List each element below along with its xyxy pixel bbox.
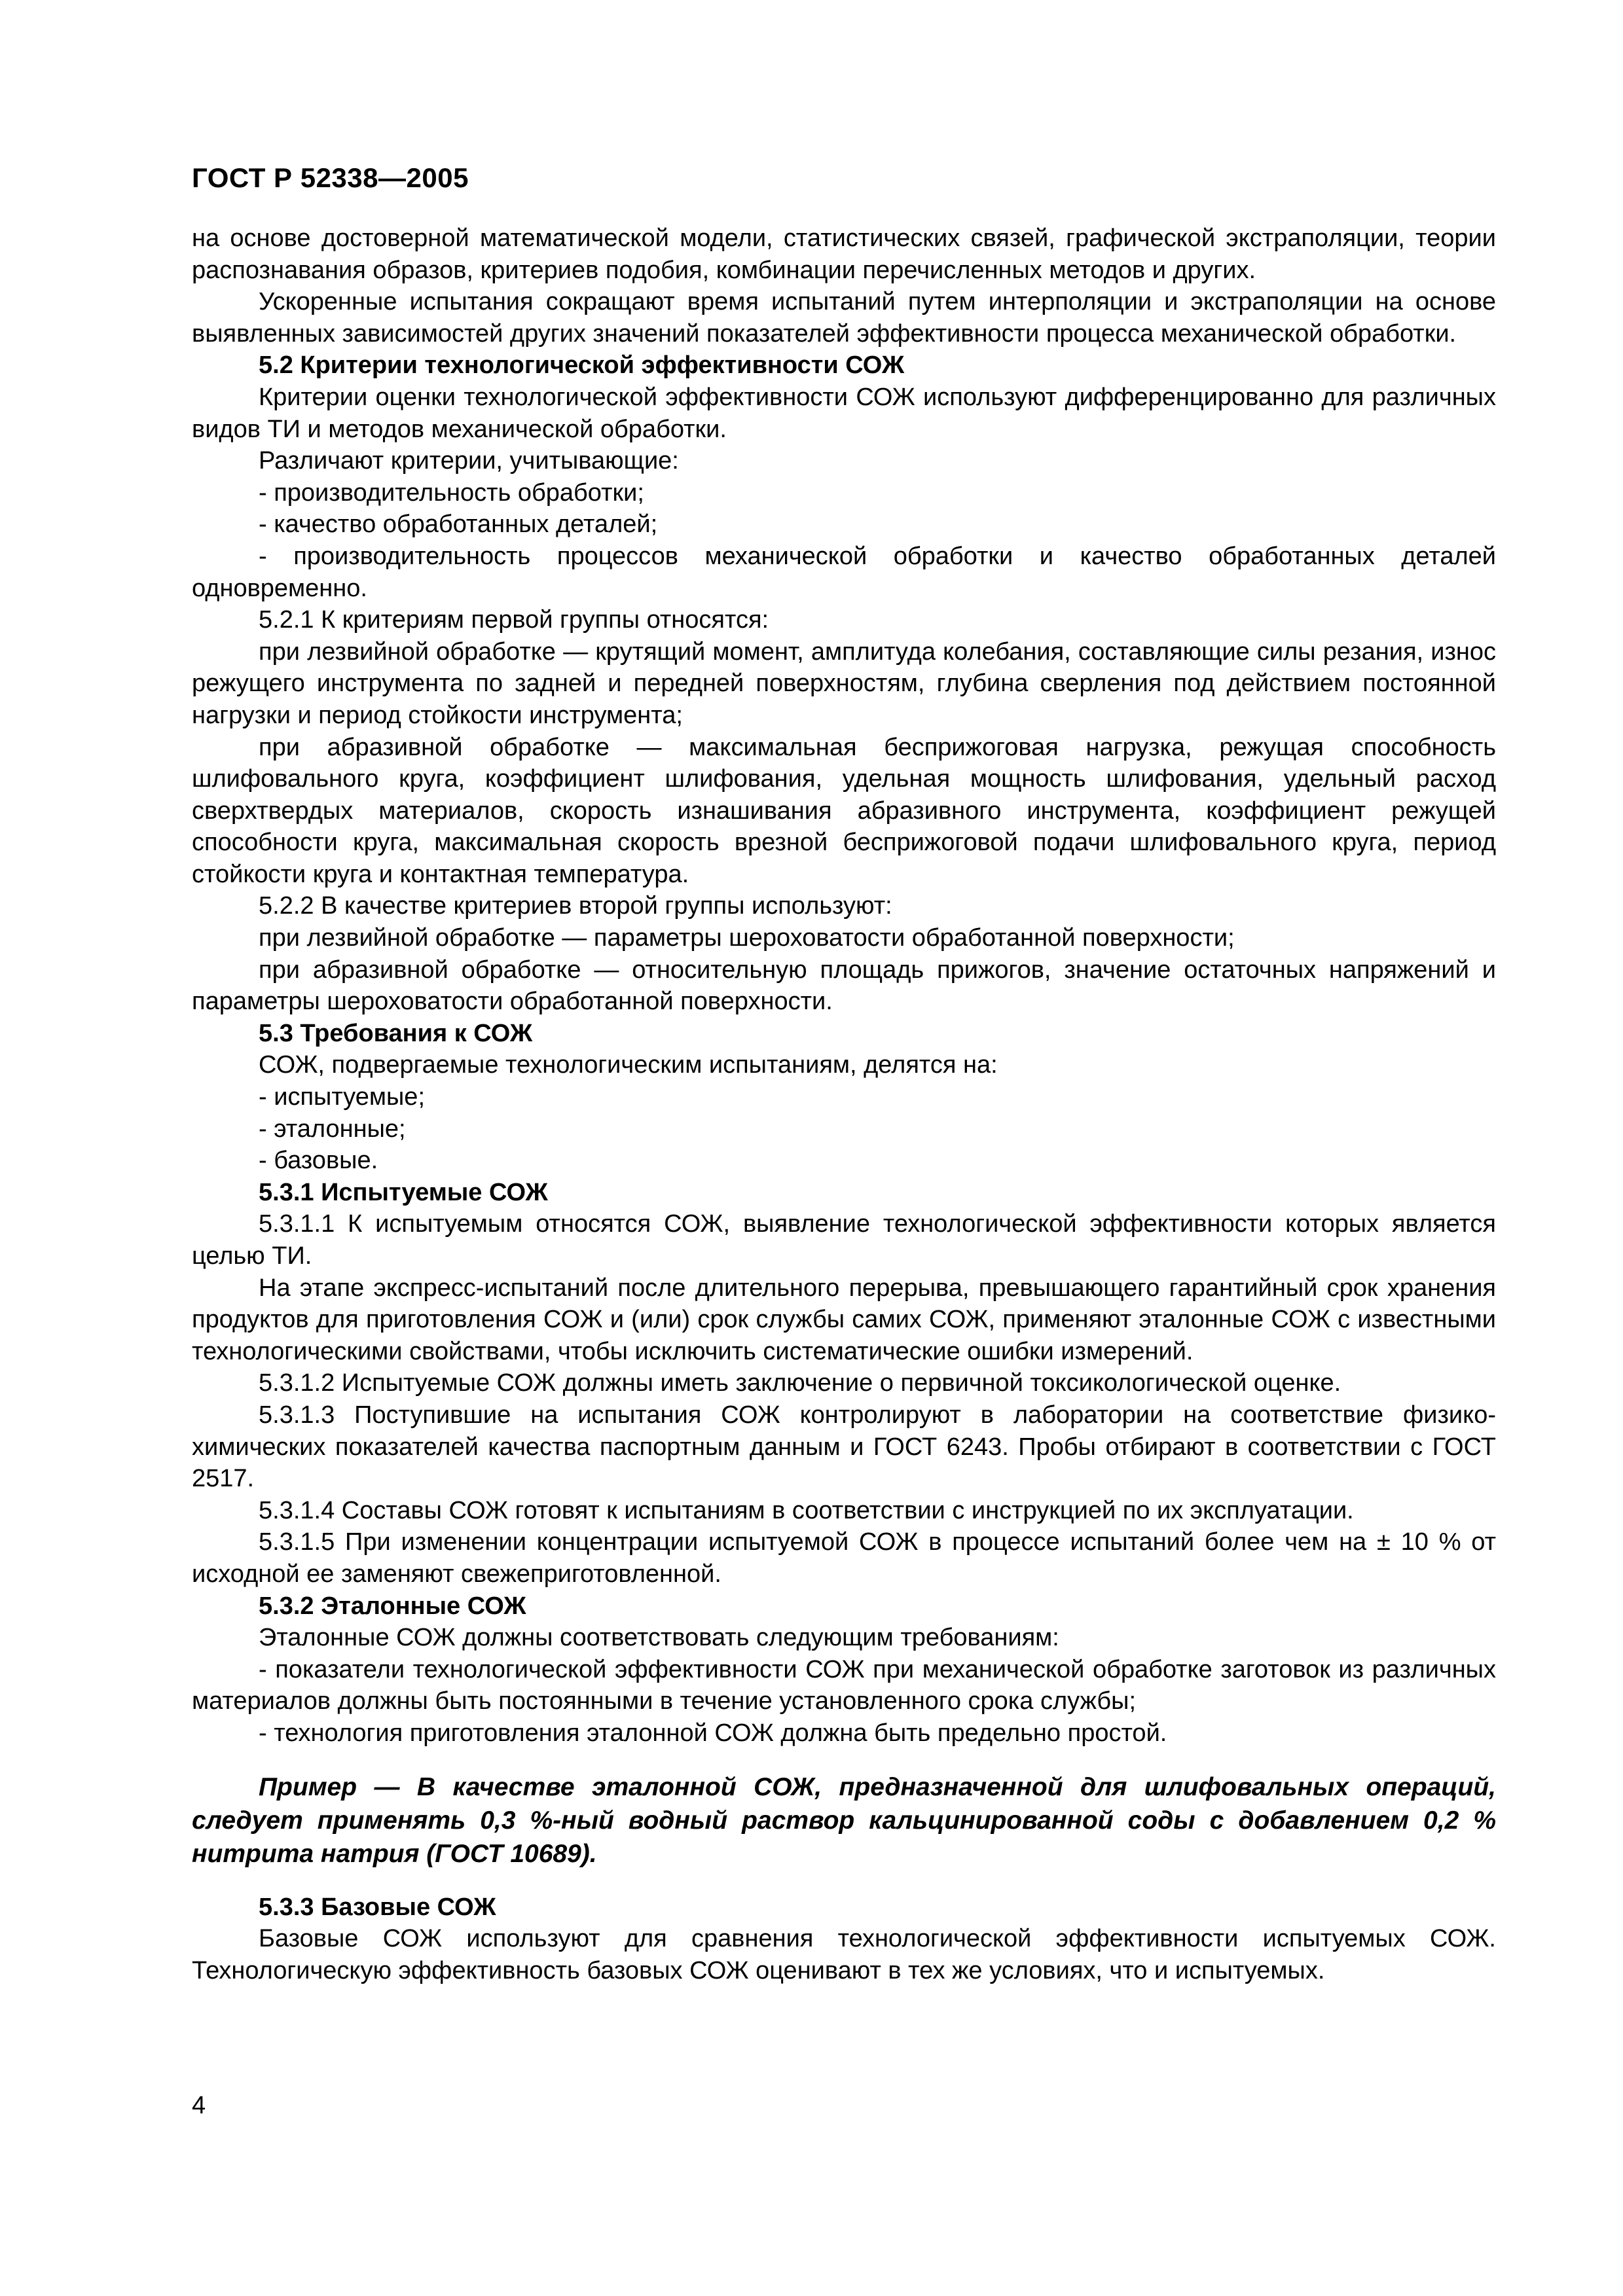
paragraph-criteria-intro: Критерии оценки технологической эффективности СОЖ используют дифференцированно для различных видов ТИ и методов механической обработки. bbox=[192, 383, 1496, 443]
list-item-productivity-and-quality: - производительность процессов механической обработки и качество обработанных деталей одновременно. bbox=[192, 542, 1496, 602]
page-number: 4 bbox=[192, 2092, 206, 2119]
section-heading-5-3-3: 5.3.3 Базовые СОЖ bbox=[259, 1893, 496, 1921]
body-text bbox=[192, 223, 1496, 1986]
example-note: Пример — В качестве эталонной СОЖ, предназначенной для шлифовальных операций, следует применять 0,3 %-ный водный раствор кальцинированной соды с добавлением 0,2 % нитрита натрия (ГОСТ 10689). bbox=[192, 1772, 1496, 1868]
paragraph-abrasive-burns: при абразивной обработке — относительную площадь прижогов, значение остаточных напряжений и параметры шероховатости обработанной поверхности. bbox=[192, 956, 1496, 1016]
paragraph-express-tests: На этапе экспресс-испытаний после длительного перерыва, превышающего гарантийный срок хранения продуктов для приготовления СОЖ и (или) срок службы самих СОЖ, применяют эталонные СОЖ с известными технологическими свойствами, чтобы исключить систематические ошибки измерений. bbox=[192, 1274, 1496, 1365]
paragraph-fluid-types: СОЖ, подвергаемые технологическим испытаниям, делятся на: bbox=[259, 1051, 998, 1079]
clause-5-3-1-3: 5.3.1.3 Поступившие на испытания СОЖ контролируют в лаборатории на соответствие физико-химических показателей качества паспортным данным и ГОСТ 6243. Пробы отбирают в соответствии с ГОСТ 2517. bbox=[192, 1401, 1496, 1493]
paragraph-continuation: на основе достоверной математической модели, статистических связей, графической экстраполяции, теории распознавания образов, критериев подобия, комбинации перечисленных методов и других. bbox=[192, 224, 1496, 284]
paragraph-reference-requirements: Эталонные СОЖ должны соответствовать следующим требованиям: bbox=[259, 1624, 1059, 1652]
section-heading-5-2: 5.2 Критерии технологической эффективности СОЖ bbox=[259, 351, 905, 380]
paragraph-criteria-distinguish: Различают критерии, учитывающие: bbox=[259, 447, 679, 475]
paragraph-blade-roughness: при лезвийной обработке — параметры шероховатости обработанной поверхности; bbox=[259, 924, 1235, 952]
section-heading-5-3-1: 5.3.1 Испытуемые СОЖ bbox=[259, 1178, 548, 1206]
paragraph-abrasive-machining: при абразивной обработке — максимальная бесприжоговая нагрузка, режущая способность шлифовального круга, коэффициент шлифования, удельная мощность шлифования, удельный расход сверхтвердых материалов, скорость изнашивания абразивного инструмента, коэффициент режущей способности круга, максимальная скорость врезной бесприжоговой подачи шлифовального круга, период стойкости круга и контактная температура. bbox=[192, 733, 1496, 888]
paragraph-blade-machining: при лезвийной обработке — крутящий момент, амплитуда колебания, составляющие силы резания, износ режущего инструмента по задней и передней поверхностям, глубина сверления под действием постоянной нагрузки и период стойкости инструмента; bbox=[192, 637, 1496, 729]
list-item-simple-preparation: - технология приготовления эталонной СОЖ должна быть предельно простой. bbox=[259, 1719, 1167, 1747]
section-heading-5-3: 5.3 Требования к СОЖ bbox=[259, 1019, 533, 1047]
list-item-constant-indicators: - показатели технологической эффективности СОЖ при механической обработке заготовок из различных материалов должны быть постоянными в течение установленного срока службы; bbox=[192, 1655, 1496, 1715]
clause-5-3-1-1: 5.3.1.1 К испытуемым относятся СОЖ, выявление технологической эффективности которых является целью ТИ. bbox=[192, 1210, 1496, 1270]
paragraph-base-fluids: Базовые СОЖ используют для сравнения технологической эффективности испытуемых СОЖ. Технологическую эффективность базовых СОЖ оценивают в тех же условиях, что и испытуемых. bbox=[192, 1925, 1496, 1984]
paragraph-accelerated-tests: Ускоренные испытания сокращают время испытаний путем интерполяции и экстраполяции на основе выявленных зависимостей других значений показателей эффективности процесса механической обработки. bbox=[192, 288, 1496, 348]
clause-5-3-1-2: 5.3.1.2 Испытуемые СОЖ должны иметь заключение о первичной токсикологической оценке. bbox=[259, 1369, 1341, 1397]
clause-5-2-2: 5.2.2 В качестве критериев второй группы используют: bbox=[259, 892, 892, 920]
clause-5-3-1-4: 5.3.1.4 Составы СОЖ готовят к испытаниям в соответствии с инструкцией по их эксплуатации. bbox=[259, 1496, 1354, 1524]
list-item-base: - базовые. bbox=[259, 1147, 378, 1175]
list-item-productivity: - производительность обработки; bbox=[259, 478, 644, 507]
document-code-header: ГОСТ Р 52338—2005 bbox=[192, 162, 469, 193]
list-item-reference: - эталонные; bbox=[259, 1115, 406, 1143]
section-heading-5-3-2: 5.3.2 Эталонные СОЖ bbox=[259, 1592, 526, 1620]
list-item-tested: - испытуемые; bbox=[259, 1083, 425, 1111]
list-item-quality: - качество обработанных деталей; bbox=[259, 511, 658, 539]
clause-5-2-1: 5.2.1 К критериям первой группы относятся: bbox=[259, 606, 769, 634]
clause-5-3-1-5: 5.3.1.5 При изменении концентрации испытуемой СОЖ в процессе испытаний более чем на ± 10 % от исходной ее заменяют свежеприготовленной. bbox=[192, 1528, 1496, 1588]
